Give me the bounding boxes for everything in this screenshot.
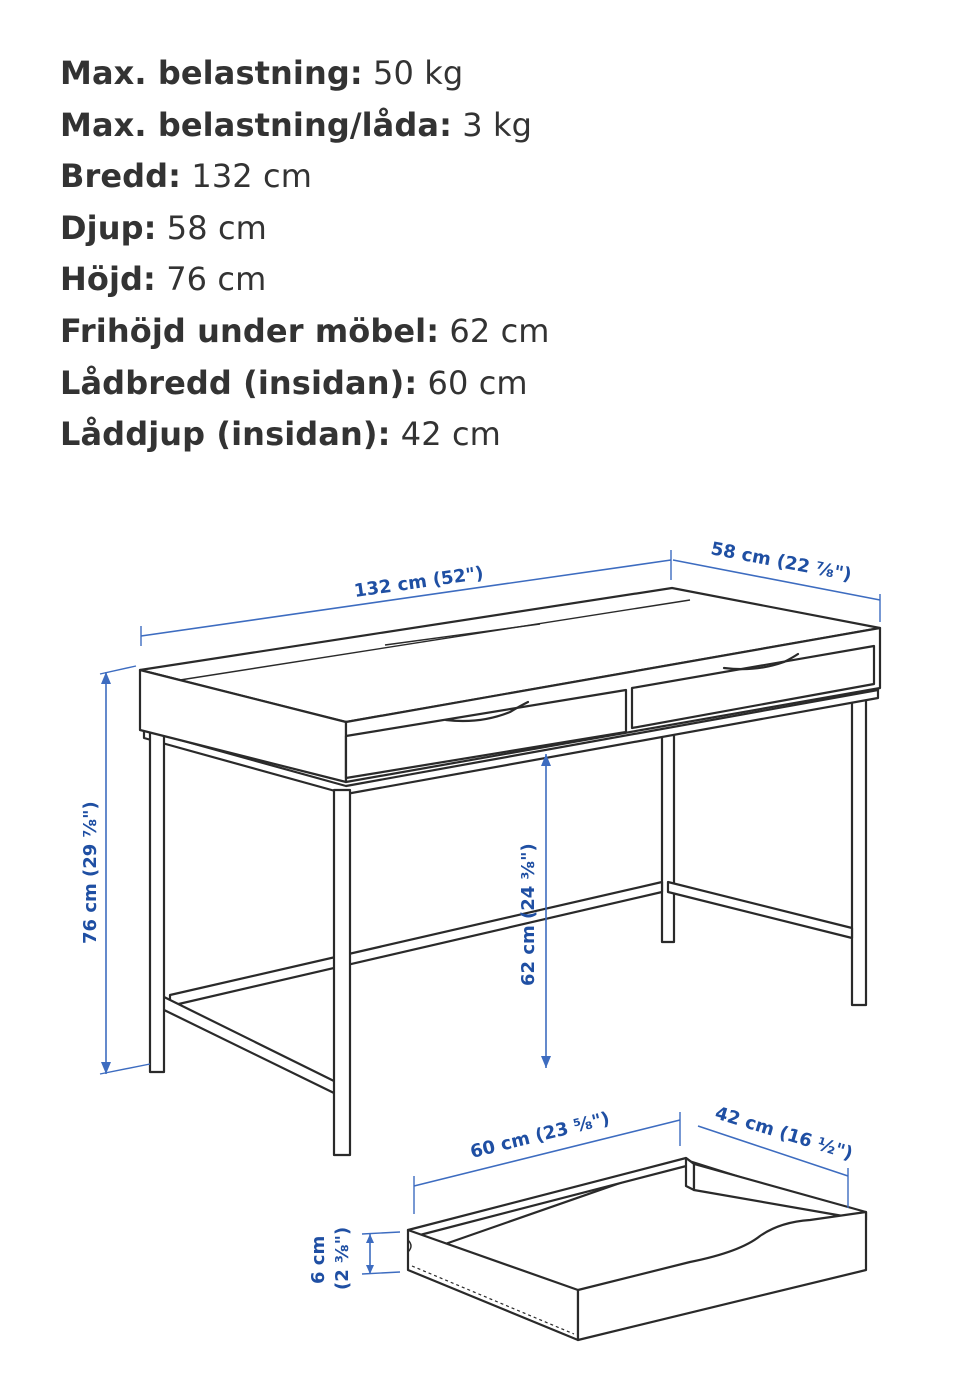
dim-height-label: 76 cm (29 ⅞"): [80, 801, 101, 944]
dim-drawer-height-arrow-bottom: [366, 1265, 374, 1274]
desk-stretcher-right: [668, 882, 852, 938]
desk-drawing: [140, 588, 880, 1155]
spec-label: Höjd:: [60, 260, 156, 299]
desk-stretcher-left: [160, 995, 336, 1094]
drawer-back-corner: [686, 1158, 694, 1190]
spec-value: 50 kg: [362, 54, 464, 92]
dim-drawer-height: [308, 1227, 400, 1290]
spec-label: Max. belastning:: [60, 54, 363, 92]
desk-leg-back-right: [852, 688, 866, 1005]
desk-leg-back-left: [662, 732, 674, 942]
dim-clearance: [518, 754, 551, 1068]
dim-width-label: 132 cm (52"): [352, 562, 485, 602]
spec-value: 62 cm: [439, 311, 550, 350]
drawer-drawing: [408, 1158, 866, 1340]
dim-drawer-height-arrow-top: [366, 1234, 374, 1243]
dim-clearance-label: 62 cm (24 ⅜"): [518, 843, 539, 986]
dim-drawer-height-label-cm: 6 cm: [308, 1235, 329, 1284]
spec-value: 3 kg: [451, 105, 533, 144]
desk-stretcher-back: [170, 882, 662, 1006]
spec-value: 42 cm: [390, 415, 501, 454]
dim-drawer-height-label-in: (2 ⅜"): [332, 1226, 353, 1290]
dim-drawer-width-label: 60 cm (23 ⅝"): [468, 1108, 612, 1163]
dim-drawer-depth-label: 42 cm (16 ½"): [712, 1102, 856, 1165]
spec-value: 76 cm: [155, 260, 267, 299]
spec-value: 58 cm: [156, 208, 267, 247]
dim-drawer-height-tick-top: [362, 1232, 400, 1234]
spec-label: Max. belastning/låda:: [60, 105, 452, 144]
spec-value: 132 cm: [181, 157, 312, 196]
desk-leg-front-center: [334, 790, 350, 1155]
spec-label: Lådbredd (insidan):: [60, 363, 418, 402]
spec-label: Djup:: [60, 208, 157, 247]
dim-depth-label: 58 cm (22 ⅞"): [709, 538, 854, 586]
dim-clearance-arrow-bottom: [541, 1056, 551, 1068]
desk-leg-front-left: [150, 732, 164, 1072]
spec-label: Bredd:: [60, 157, 182, 196]
spec-label: Låddjup (insidan):: [60, 415, 391, 454]
dim-drawer-height-tick-bottom: [362, 1272, 400, 1274]
spec-value: 60 cm: [417, 363, 528, 402]
spec-label: Frihöjd under möbel:: [60, 311, 440, 350]
dim-height-tick-top: [100, 666, 136, 674]
